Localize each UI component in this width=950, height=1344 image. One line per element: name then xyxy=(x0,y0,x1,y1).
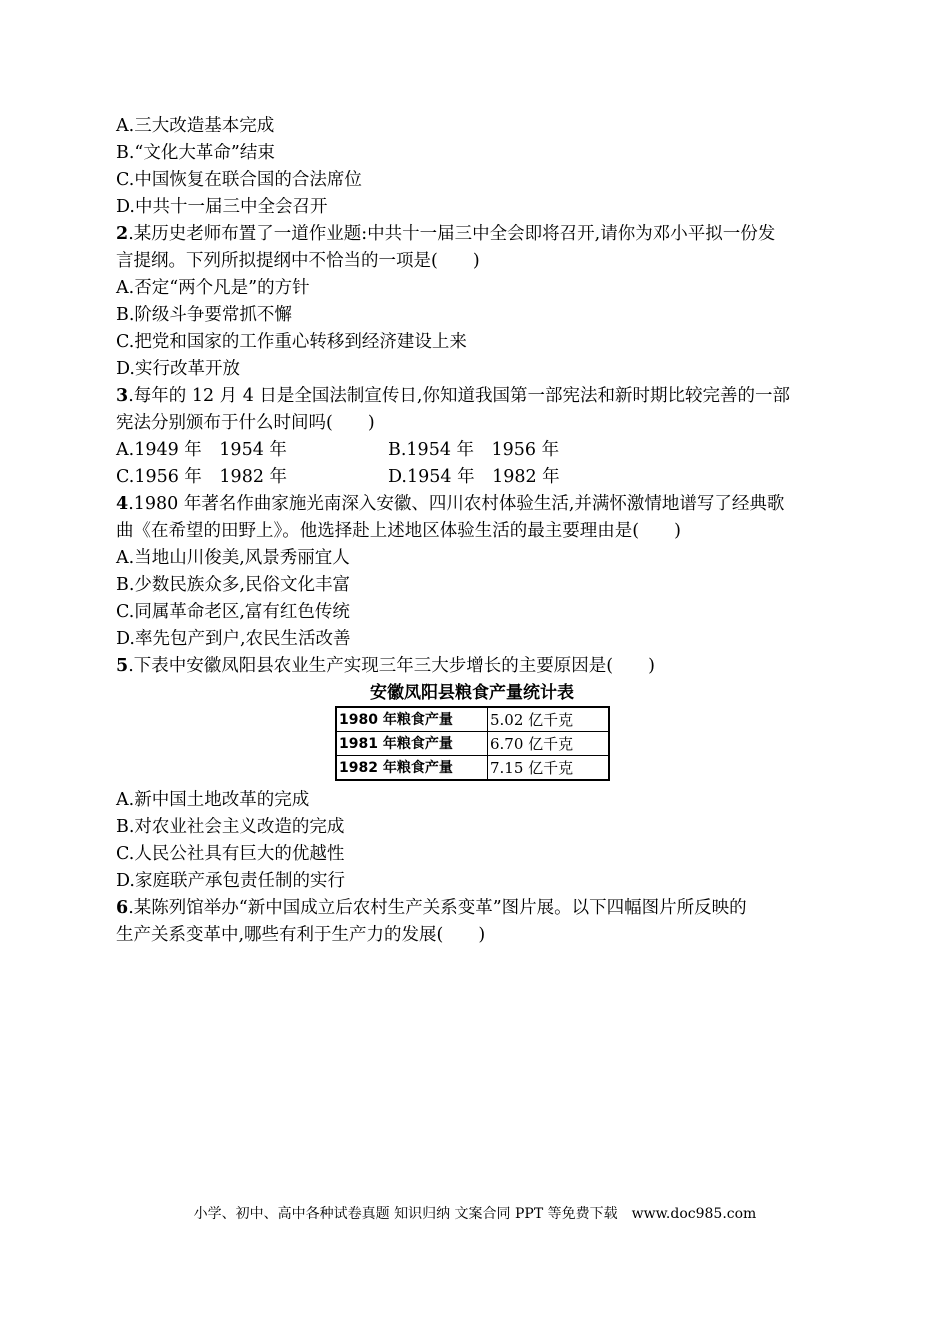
q6-stem-line2: 生产关系变革中,哪些有利于生产力的发展( ) xyxy=(116,925,486,945)
q3-option-c: C.1956 年 1982 年 xyxy=(116,467,288,487)
q4-option-c: C.同属革命老区,富有红色传统 xyxy=(116,602,350,622)
q5-option-b: B.对农业社会主义改造的完成 xyxy=(116,817,345,837)
q6-number: 6 xyxy=(116,898,129,918)
q4-option-a: A.当地山川俊美,风景秀丽宜人 xyxy=(116,548,350,568)
grain-output-table xyxy=(335,706,610,781)
q6-stem-line1 xyxy=(116,895,836,922)
table-row xyxy=(336,707,609,732)
q2-stem-text: .某历史老师布置了一道作业题:中共十一届三中全会即将召开,请你为邓小平拟一份发 xyxy=(128,224,776,244)
table-cell-value: 5.02 亿千克 xyxy=(488,707,610,732)
q2-option-c: C.把党和国家的工作重心转移到经济建设上来 xyxy=(116,332,467,352)
q3-options-row2 xyxy=(116,464,836,491)
q5-option-d: D.家庭联产承包责任制的实行 xyxy=(116,871,345,891)
q1-option-a: A.三大改造基本完成 xyxy=(116,116,275,136)
table-cell-label: 1980 年粮食产量 xyxy=(336,707,488,732)
table-cell-value: 6.70 亿千克 xyxy=(488,732,610,756)
q2-option-a: A.否定“两个凡是”的方针 xyxy=(116,278,310,298)
q1-option-b: B.“文化大革命”结束 xyxy=(116,143,275,163)
table-cell-label: 1981 年粮食产量 xyxy=(336,732,488,756)
q4-stem-text: .1980 年著名作曲家施光南深入安徽、四川农村体验生活,并满怀激情地谱写了经典歌 xyxy=(128,494,785,514)
q5-number: 5 xyxy=(116,656,129,676)
q3-number: 3 xyxy=(116,386,129,406)
q3-stem-text: .每年的 12 月 4 日是全国法制宣传日,你知道我国第一部宪法和新时期比较完善的一部 xyxy=(128,386,790,406)
table-cell-label: 1982 年粮食产量 xyxy=(336,756,488,781)
exam-page xyxy=(116,113,836,949)
q2-number: 2 xyxy=(116,224,129,244)
q4-number: 4 xyxy=(116,494,129,514)
q2-option-b: B.阶级斗争要常抓不懈 xyxy=(116,305,292,325)
q3-stem-line1 xyxy=(116,383,836,410)
q4-option-d: D.率先包产到户,农民生活改善 xyxy=(116,629,351,649)
q3-options-row1 xyxy=(116,437,836,464)
q3-option-b: B.1954 年 1956 年 xyxy=(388,440,560,460)
grain-table-title: 安徽凤阳县粮食产量统计表 xyxy=(370,683,574,703)
q2-stem-line2: 言提纲。下列所拟提纲中不恰当的一项是( ) xyxy=(116,251,480,271)
q3-option-d: D.1954 年 1982 年 xyxy=(388,467,560,487)
q2-stem-line1 xyxy=(116,221,836,248)
q3-option-a: A.1949 年 1954 年 xyxy=(116,440,287,460)
q2-option-d: D.实行改革开放 xyxy=(116,359,240,379)
q4-option-b: B.少数民族众多,民俗文化丰富 xyxy=(116,575,350,595)
table-row xyxy=(336,732,609,756)
q5-stem-line1 xyxy=(116,653,836,680)
q1-option-c: C.中国恢复在联合国的合法席位 xyxy=(116,170,362,190)
q5-option-a: A.新中国土地改革的完成 xyxy=(116,790,310,810)
q1-option-d: D.中共十一届三中全会召开 xyxy=(116,197,328,217)
q4-stem-line1 xyxy=(116,491,836,518)
page-footer: 小学、初中、高中各种试卷真题 知识归纳 文案合同 PPT 等免费下载 www.doc985.com xyxy=(193,1206,757,1222)
q5-stem-text: .下表中安徽凤阳县农业生产实现三年三大步增长的主要原因是( ) xyxy=(128,656,655,676)
table-row xyxy=(336,756,609,781)
q6-stem-text: .某陈列馆举办“新中国成立后农村生产关系变革”图片展。以下四幅图片所反映的 xyxy=(128,898,747,918)
q3-stem-line2: 宪法分别颁布于什么时间吗( ) xyxy=(116,413,375,433)
q5-option-c: C.人民公社具有巨大的优越性 xyxy=(116,844,345,864)
table-cell-value: 7.15 亿千克 xyxy=(488,756,610,781)
q4-stem-line2: 曲《在希望的田野上》。他选择赴上述地区体验生活的最主要理由是( ) xyxy=(116,521,681,541)
